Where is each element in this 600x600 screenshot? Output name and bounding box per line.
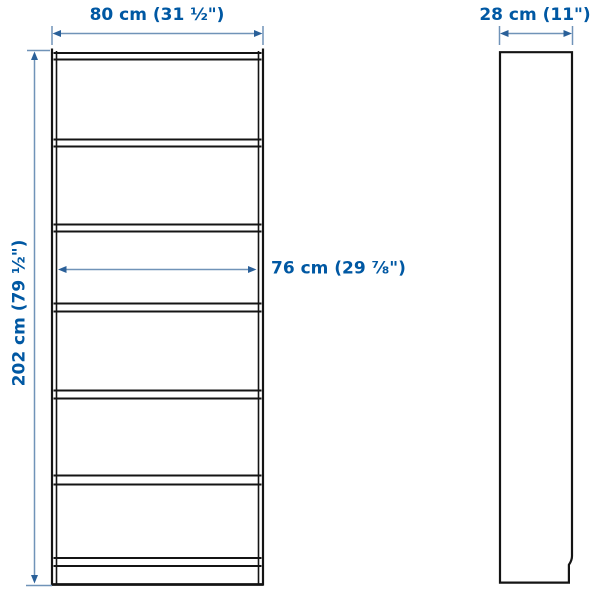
front-view-shelves: [54, 53, 262, 566]
depth-dimension-label: 28 cm (11"): [479, 5, 591, 25]
inner-width-dimension-label: 76 cm (29 ⅞"): [271, 258, 406, 279]
arrowhead-right-icon: [248, 266, 257, 273]
inner-width-dimension: [58, 266, 257, 273]
arrowhead-left-icon: [53, 30, 62, 37]
height-dimension-label: 202 cm (79 ½"): [9, 239, 30, 387]
depth-dimension: [500, 26, 573, 45]
front-view-drawing: [52, 49, 264, 586]
width-dimension: [52, 26, 263, 45]
arrowhead-up-icon: [31, 52, 38, 61]
arrowhead-down-icon: [31, 575, 38, 584]
arrowhead-left-icon: [500, 30, 509, 37]
width-dimension-label: 80 cm (31 ½"): [89, 5, 225, 25]
arrowhead-right-icon: [254, 30, 263, 37]
side-view-outline: [500, 52, 572, 582]
arrowhead-left-icon: [58, 266, 67, 273]
side-view-drawing: [500, 52, 572, 582]
front-view-side-panels: [52, 49, 263, 586]
arrowhead-right-icon: [564, 30, 573, 37]
